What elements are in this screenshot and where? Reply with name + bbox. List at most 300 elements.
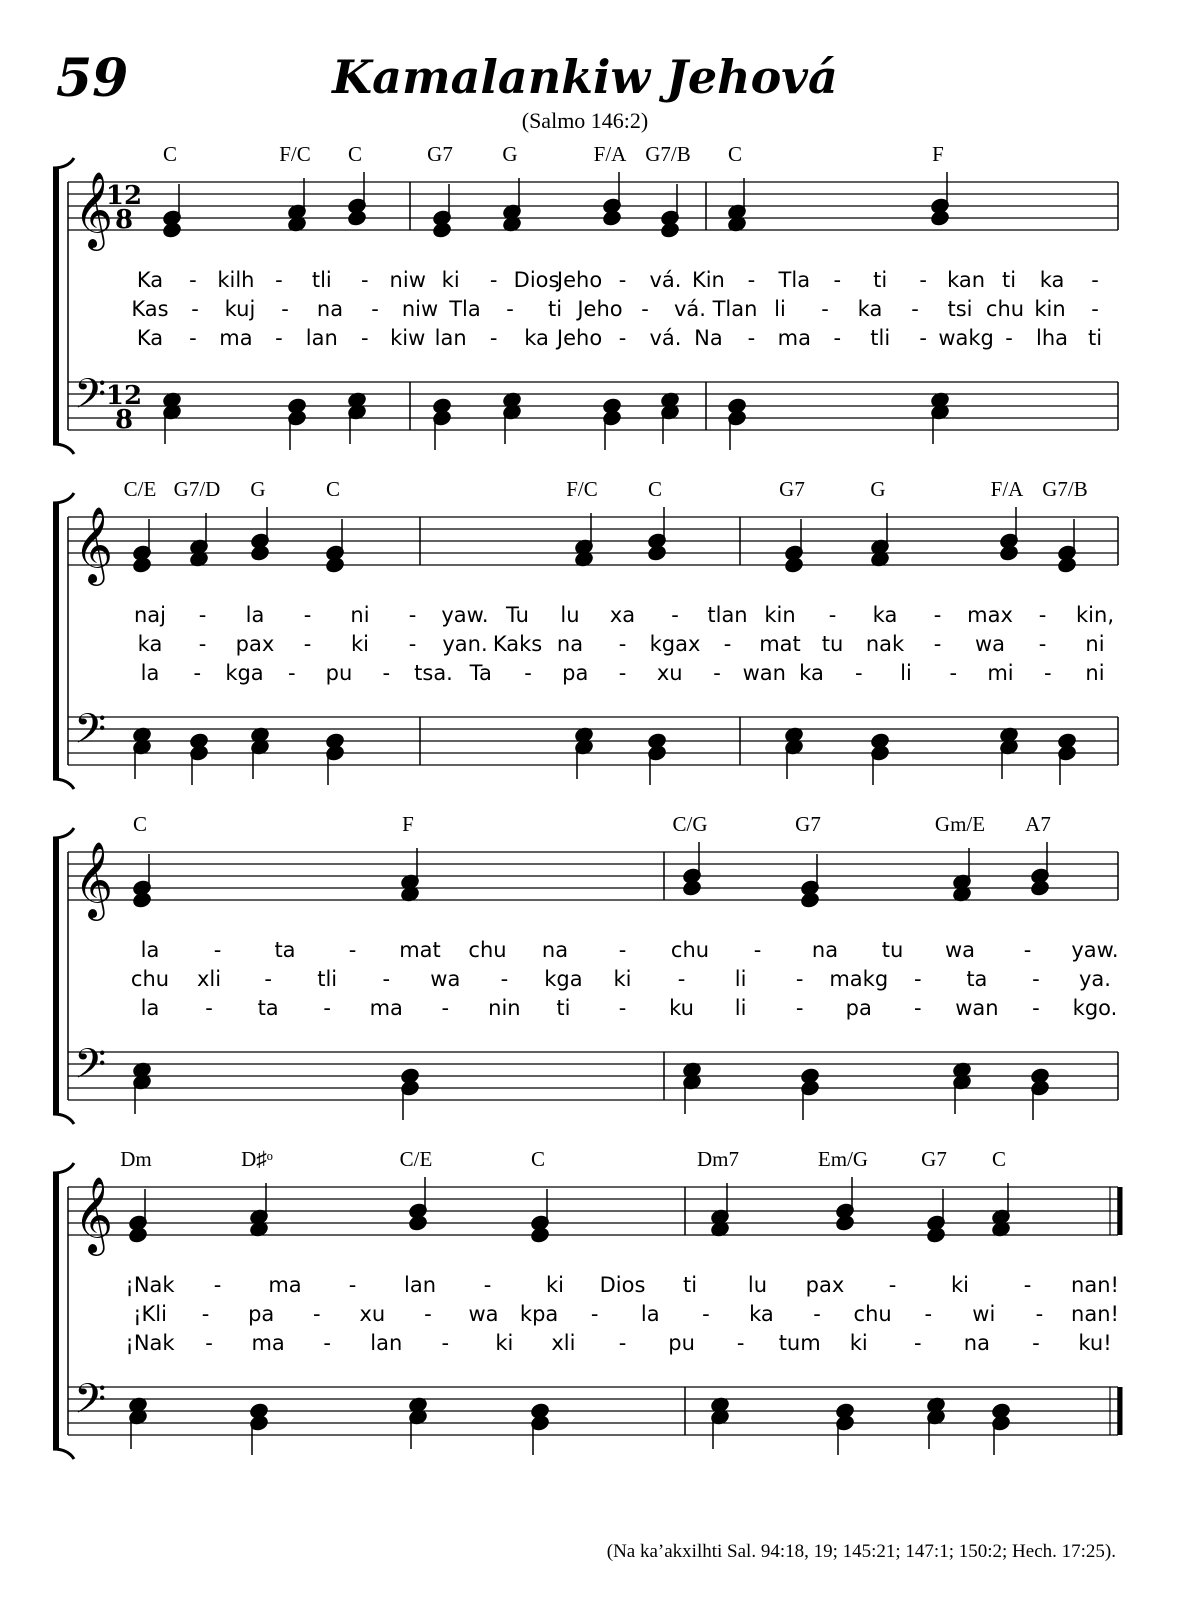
lyric-syllable: nak (865, 632, 905, 656)
lyric-syllable: mi (987, 661, 1014, 685)
lyric-syllable: kilh (217, 268, 255, 292)
lyric-syllable: kpa (519, 1302, 559, 1326)
lyric-hyphen: - (1038, 603, 1047, 627)
lyric-syllable: mat (399, 938, 441, 962)
lyric-syllable: ni (350, 603, 370, 627)
lyric-hyphen: - (924, 1302, 933, 1326)
lyric-syllable: Ka (136, 268, 164, 292)
lyric-hyphen: - (360, 326, 369, 350)
lyric-hyphen: - (919, 326, 927, 350)
lyric-hyphen: - (1043, 661, 1052, 685)
treble-clef-icon: 𝄞 (74, 506, 114, 583)
chord-symbol: Em/G (817, 1147, 869, 1171)
lyric-hyphen: - (213, 1273, 222, 1297)
lyric-syllable: Jeho (577, 297, 623, 321)
note-head (647, 545, 666, 562)
score-system (0, 140, 1200, 450)
lyric-hyphen: - (1005, 326, 1013, 350)
footer-references: (Na ka’akxilhti Sal. 94:18, 19; 145:21; 147:1; 150:2; Hech. 17:25). (606, 1541, 1116, 1562)
lyric-syllable: Tla (449, 297, 481, 321)
lyric-syllable: lan (403, 1273, 437, 1297)
lyric-line-verse-2 (0, 297, 1200, 325)
lyric-hyphen: - (323, 996, 331, 1020)
lyric-syllable: kin (1034, 297, 1066, 321)
lyric-hyphen: - (747, 326, 756, 350)
hymn-number: 59 (56, 48, 129, 109)
lyric-syllable: tli (311, 268, 332, 292)
chord-symbol: C (132, 812, 148, 836)
lyric-syllable: Ka (136, 326, 164, 350)
lyric-syllable: kan (947, 268, 986, 292)
lyric-syllable: yan. (442, 632, 488, 656)
lyric-syllable: naj (133, 603, 167, 627)
lyric-syllable: kuj (224, 297, 256, 321)
lyric-syllable: ka (872, 603, 898, 627)
lyric-syllable: chu (130, 967, 170, 991)
lyric-hyphen: - (360, 268, 369, 292)
lyric-line-verse-1 (0, 268, 1200, 296)
lyric-syllable: niw (401, 297, 439, 321)
chord-symbol: F (402, 812, 414, 836)
bass-clef-icon: 𝄢 (74, 370, 107, 428)
lyric-hyphen: - (919, 268, 927, 292)
lyric-hyphen: - (303, 603, 312, 627)
lyric-hyphen: - (914, 1331, 922, 1355)
lyric-hyphen: - (524, 661, 532, 685)
lyric-syllable: Na (694, 326, 723, 350)
hymn-title: Kamalankiw Jehová (332, 50, 838, 104)
lyric-hyphen: - (671, 603, 679, 627)
chord-symbol: C (991, 1147, 1007, 1171)
lyric-hyphen: - (489, 326, 498, 350)
lyric-syllable: tli (870, 326, 891, 350)
lyric-syllable: Dios (513, 268, 560, 292)
lyric-syllable: kiw (390, 326, 426, 350)
lyric-syllable: kga (225, 661, 264, 685)
lyric-syllable: ki (351, 632, 369, 656)
chord-symbol: C (530, 1147, 546, 1171)
lyric-hyphen: - (382, 661, 391, 685)
chord-symbol: C (325, 477, 341, 501)
lyric-hyphen: - (833, 268, 842, 292)
chord-symbol: D♯ᵒ (241, 1147, 273, 1171)
lyric-syllable: ki (613, 967, 632, 991)
lyric-syllable: tu (881, 938, 904, 962)
lyric-hyphen: - (189, 326, 197, 350)
lyric-hyphen: - (198, 603, 207, 627)
lyric-syllable: ti (1087, 326, 1103, 350)
lyric-syllable: Kaks (492, 632, 543, 656)
lyric-syllable: ta (966, 967, 988, 991)
lyric-syllable: makg (829, 967, 889, 991)
chord-symbol: C/G (672, 812, 708, 836)
lyric-hyphen: - (441, 1331, 450, 1355)
note-head (784, 557, 803, 574)
time-signature-bass: 12 (105, 381, 143, 411)
lyric-syllable: ku! (1078, 1331, 1112, 1355)
treble-staff (68, 1187, 1118, 1235)
lyric-syllable: wakg (938, 326, 994, 350)
score-system (0, 810, 1200, 1120)
lyric-hyphen: - (275, 326, 283, 350)
chord-symbol: F/A (990, 477, 1024, 501)
note-head (999, 545, 1018, 562)
lyric-line-verse-3 (0, 661, 1200, 689)
lyric-syllable: ya. (1079, 967, 1111, 991)
lyric-syllable: ma (268, 1273, 302, 1297)
lyric-syllable: Jeho (556, 268, 603, 292)
lyric-line-verse-3 (0, 996, 1200, 1024)
note-head (682, 880, 701, 897)
lyric-hyphen: - (795, 996, 804, 1020)
lyric-syllable: na (541, 938, 569, 962)
lyric-syllable: Tu (506, 603, 529, 627)
lyric-hyphen: - (821, 297, 829, 321)
lyric-syllable: tli (317, 967, 338, 991)
lyric-hyphen: - (736, 1331, 745, 1355)
note-head (132, 557, 151, 574)
lyric-syllable: kin, (1076, 603, 1114, 627)
chord-symbol: G (870, 477, 886, 501)
lyric-syllable: la (140, 996, 160, 1020)
lyric-syllable: Kas (131, 297, 169, 321)
lyric-syllable: kga (544, 967, 583, 991)
lyric-syllable: ni (1085, 632, 1105, 656)
lyric-syllable: ti (547, 297, 563, 321)
lyric-syllable: nan! (1071, 1302, 1119, 1326)
bass-clef-icon: 𝄢 (74, 1040, 107, 1098)
chord-symbol: G7 (795, 812, 821, 836)
note-head (660, 222, 679, 239)
lyric-syllable: ku (669, 996, 694, 1020)
lyric-hyphen: - (408, 632, 417, 656)
lyric-syllable: ¡Nak (125, 1273, 175, 1297)
lyric-syllable: wan (742, 661, 786, 685)
lyric-hyphen: - (205, 1331, 213, 1355)
lyric-syllable: kin (764, 603, 796, 627)
lyric-syllable: chu (468, 938, 507, 962)
note-head (602, 210, 621, 227)
note-head (926, 1227, 945, 1244)
lyric-hyphen: - (201, 1302, 210, 1326)
lyric-hyphen: - (713, 661, 721, 685)
lyric-syllable: xu (656, 661, 683, 685)
lyric-syllable: ti (556, 996, 571, 1020)
lyric-syllable: ma (777, 326, 811, 350)
lyric-syllable: kgax (649, 632, 701, 656)
treble-staff (68, 517, 1118, 565)
note-head (250, 545, 269, 562)
lyric-hyphen: - (275, 268, 283, 292)
lyric-syllable: ni (1085, 661, 1105, 685)
lyric-syllable: wa (468, 1302, 499, 1326)
lyric-syllable: ki (951, 1273, 969, 1297)
lyric-hyphen: - (191, 297, 199, 321)
lyric-hyphen: - (264, 967, 272, 991)
lyric-syllable: lu (747, 1273, 768, 1297)
chord-symbol: C (162, 142, 178, 166)
chord-symbol: F (932, 142, 944, 166)
lyric-syllable: ta (274, 938, 296, 962)
lyric-hyphen: - (281, 297, 289, 321)
lyric-hyphen: - (933, 632, 942, 656)
lyric-line-verse-2 (0, 632, 1200, 660)
lyric-syllable: la (245, 603, 265, 627)
lyric-syllable: lu (560, 603, 580, 627)
chord-symbol: C (727, 142, 743, 166)
bass-clef-icon: 𝄢 (74, 1375, 107, 1433)
lyric-line-verse-1 (0, 938, 1200, 966)
lyric-hyphen: - (323, 1331, 331, 1355)
lyric-hyphen: - (747, 268, 756, 292)
lyric-hyphen: - (205, 996, 213, 1020)
lyric-syllable: pax (235, 632, 275, 656)
lyric-syllable: pa (248, 1302, 275, 1326)
lyric-syllable: la (140, 938, 160, 962)
lyric-syllable: lha (1036, 326, 1069, 350)
bass-staff (68, 1387, 1118, 1435)
lyric-syllable: ma (219, 326, 253, 350)
treble-clef-icon: 𝄞 (74, 1176, 114, 1253)
lyric-syllable: chu (853, 1302, 892, 1326)
chord-symbol: G7 (921, 1147, 947, 1171)
lyric-syllable: li (774, 297, 786, 321)
lyric-syllable: ka (857, 297, 883, 321)
lyric-syllable: niw (389, 268, 426, 292)
note-head (408, 1215, 427, 1232)
lyric-syllable: ma (251, 1331, 285, 1355)
lyric-line-verse-2 (0, 1302, 1200, 1330)
lyric-syllable: tsi (947, 297, 973, 321)
bass-clef-icon: 𝄢 (74, 705, 107, 763)
lyric-hyphen: - (408, 603, 417, 627)
lyric-syllable: xli (551, 1331, 576, 1355)
lyric-syllable: na (316, 297, 344, 321)
lyric-hyphen: - (193, 661, 202, 685)
lyric-hyphen: - (618, 996, 627, 1020)
lyric-hyphen: - (506, 297, 514, 321)
lyric-syllable: tlan (707, 603, 748, 627)
score-system (0, 1145, 1200, 1455)
lyric-hyphen: - (618, 326, 627, 350)
lyric-syllable: yaw. (441, 603, 489, 627)
chord-symbol: F/A (593, 142, 627, 166)
lyric-syllable: pu (668, 1331, 695, 1355)
lyric-hyphen: - (618, 632, 627, 656)
lyric-hyphen: - (382, 967, 391, 991)
lyric-hyphen: - (1023, 1273, 1032, 1297)
lyric-hyphen: - (303, 632, 312, 656)
note-head (930, 210, 949, 227)
lyric-syllable: xa (609, 603, 636, 627)
lyric-hyphen: - (828, 603, 837, 627)
lyric-hyphen: - (641, 297, 649, 321)
lyric-syllable: wa (430, 967, 461, 991)
lyric-syllable: ¡Kli (133, 1302, 167, 1326)
lyric-hyphen: - (911, 297, 919, 321)
chord-symbol: G7 (427, 142, 453, 166)
lyric-line-verse-1 (0, 603, 1200, 631)
lyric-syllable: lan (434, 326, 467, 350)
lyric-syllable: mat (759, 632, 801, 656)
lyric-hyphen: - (888, 1273, 897, 1297)
lyric-hyphen: - (312, 1302, 321, 1326)
lyric-hyphen: - (348, 938, 357, 962)
lyric-syllable: yaw. (1071, 938, 1119, 962)
lyric-syllable: xli (197, 967, 222, 991)
treble-clef-icon: 𝄞 (74, 171, 114, 248)
lyric-syllable: pu (325, 661, 353, 685)
lyric-hyphen: - (753, 938, 762, 962)
chord-symbol: G (250, 477, 266, 501)
lyric-syllable: wa (974, 632, 1006, 656)
lyric-line-verse-3 (0, 1331, 1200, 1359)
lyric-syllable: chu (670, 938, 710, 962)
bass-staff (68, 382, 1118, 430)
chord-symbol: Dm7 (697, 1147, 739, 1171)
lyric-syllable: vá. (674, 297, 706, 321)
lyric-hyphen: - (1023, 938, 1032, 962)
chord-symbol: G (502, 142, 518, 166)
bass-staff (68, 717, 1118, 765)
lyric-syllable: ¡Nak (125, 1331, 175, 1355)
lyric-hyphen: - (933, 603, 942, 627)
lyric-hyphen: - (1035, 1302, 1044, 1326)
lyric-syllable: vá. (649, 326, 682, 350)
lyric-hyphen: - (618, 1331, 627, 1355)
lyric-syllable: li (734, 967, 747, 991)
lyric-syllable: wi (972, 1302, 996, 1326)
lyric-hyphen: - (914, 996, 922, 1020)
lyric-syllable: ka (137, 632, 163, 656)
lyric-syllable: li (734, 996, 747, 1020)
note-head (132, 892, 151, 909)
lyric-hyphen: - (1032, 967, 1040, 991)
lyric-syllable: ma (369, 996, 403, 1020)
note-head (128, 1227, 147, 1244)
lyric-syllable: vá. (649, 268, 682, 292)
lyric-hyphen: - (1091, 297, 1099, 321)
lyric-syllable: ki (495, 1331, 514, 1355)
lyric-hyphen: - (677, 967, 686, 991)
lyric-syllable: ka (524, 326, 549, 350)
note-head (432, 222, 451, 239)
chord-symbol: C (347, 142, 363, 166)
lyric-syllable: la (140, 661, 160, 685)
chord-symbol: Dm (120, 1147, 152, 1171)
score-system (0, 475, 1200, 785)
lyric-syllable: ka (1039, 268, 1065, 292)
lyric-hyphen: - (914, 967, 922, 991)
chord-symbol: A7 (1025, 812, 1051, 836)
lyric-hyphen: - (500, 967, 509, 991)
chord-symbol: G7 (779, 477, 805, 501)
lyric-syllable: ti (873, 268, 888, 292)
lyric-syllable: Tlan (712, 297, 758, 321)
lyric-hyphen: - (795, 967, 804, 991)
lyric-syllable: tsa. (414, 661, 453, 685)
note-head (1030, 880, 1049, 897)
lyric-syllable: pa (562, 661, 589, 685)
lyric-hyphen: - (590, 1302, 599, 1326)
lyric-syllable: pa (845, 996, 872, 1020)
lyric-hyphen: - (723, 632, 732, 656)
lyric-syllable: na (556, 632, 584, 656)
lyric-hyphen: - (1038, 632, 1047, 656)
lyric-hyphen: - (1091, 268, 1099, 292)
chord-symbol: F/C (279, 142, 311, 166)
lyric-syllable: nan! (1071, 1273, 1119, 1297)
lyric-syllable: chu (985, 297, 1025, 321)
lyric-syllable: ta (257, 996, 279, 1020)
lyric-hyphen: - (348, 1273, 357, 1297)
note-head (800, 892, 819, 909)
note-head (325, 557, 344, 574)
time-signature-treble: 12 (105, 181, 143, 211)
lyric-hyphen: - (813, 1302, 821, 1326)
lyric-hyphen: - (618, 268, 627, 292)
lyric-syllable: wan (955, 996, 999, 1020)
treble-clef-icon: 𝄞 (74, 841, 114, 918)
time-signature-treble: 8 (114, 205, 134, 235)
lyric-hyphen: - (618, 661, 627, 685)
lyric-syllable: na (811, 938, 839, 962)
lyric-syllable: Jeho (556, 326, 603, 350)
lyric-hyphen: - (483, 1273, 492, 1297)
lyric-syllable: lan (305, 326, 338, 350)
lyric-syllable: lan (370, 1331, 403, 1355)
chord-symbol: C (647, 477, 663, 501)
lyric-line-verse-2 (0, 967, 1200, 995)
lyric-syllable: na (963, 1331, 990, 1355)
lyric-syllable: tum (778, 1331, 821, 1355)
scripture-reference: (Salmo 146:2) (521, 108, 649, 133)
lyric-syllable: wa (944, 938, 976, 962)
lyric-syllable: Ta (469, 661, 492, 685)
lyric-syllable: max (967, 603, 1013, 627)
note-head (835, 1215, 854, 1232)
lyric-hyphen: - (287, 661, 296, 685)
lyric-hyphen: - (489, 268, 498, 292)
lyric-hyphen: - (441, 996, 450, 1020)
lyric-hyphen: - (198, 632, 207, 656)
lyric-hyphen: - (213, 938, 222, 962)
lyric-syllable: nin (488, 996, 521, 1020)
lyric-syllable: li (900, 661, 912, 685)
lyric-syllable: ki (546, 1273, 564, 1297)
lyric-syllable: ki (849, 1331, 868, 1355)
lyric-syllable: Dios (599, 1273, 646, 1297)
note-head (530, 1227, 549, 1244)
lyric-syllable: la (640, 1302, 660, 1326)
lyric-hyphen: - (854, 661, 863, 685)
lyric-syllable: kgo. (1072, 996, 1118, 1020)
note-head (162, 222, 181, 239)
chord-symbol: G7/D (173, 477, 221, 501)
lyric-syllable: ka (799, 661, 824, 685)
chord-symbol: G7/B (645, 142, 691, 166)
lyric-line-verse-3 (0, 326, 1200, 354)
chord-symbol: C/E (123, 477, 157, 501)
chord-symbol: F/C (566, 477, 598, 501)
lyric-syllable: xu (359, 1302, 386, 1326)
lyric-syllable: ki (441, 268, 460, 292)
lyric-hyphen: - (1032, 1331, 1040, 1355)
lyric-hyphen: - (424, 1302, 432, 1326)
lyric-syllable: pax (805, 1273, 845, 1297)
lyric-hyphen: - (833, 326, 842, 350)
chord-symbol: Gm/E (934, 812, 986, 836)
